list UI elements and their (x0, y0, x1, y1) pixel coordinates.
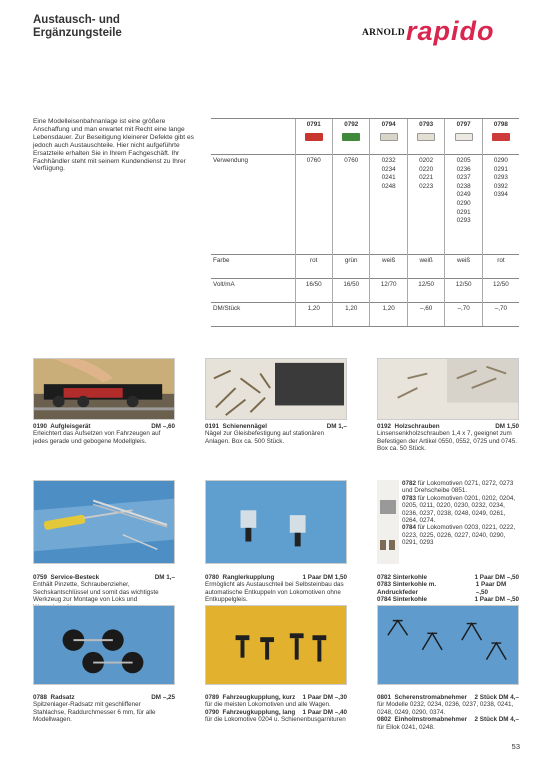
photo-ranglerkupplung (205, 480, 347, 564)
column-0792: 0792 (332, 119, 369, 155)
photo-fahrzeugkupplung (205, 605, 347, 685)
product-0788: 0788 Radsatz DM –,25 Spitzenlager-Radsatz mit geschliffener Stahlachse, Raddurchmesser 6 mm, für alle Modellwagen. (33, 694, 175, 724)
column-0798: 0798 (482, 119, 519, 155)
bulb-icon (380, 133, 398, 141)
photo-aufgleisgeraet (33, 358, 175, 420)
table-corner (211, 119, 295, 155)
product-0190: 0190 Aufgleisgerät DM –,60 Erleichtert das Aufsetzen von Fahrzeugen auf jedes gerade und gebogene Modellgleis. (33, 423, 175, 445)
page-title (33, 14, 122, 40)
photo-service-besteck (33, 480, 175, 564)
title-line-2: Ergänzungsteile (33, 27, 122, 39)
logo-word: rapido (406, 16, 495, 46)
column-0791: 0791 (295, 119, 332, 155)
logo-brand: ARNOLD (362, 28, 405, 38)
product-0789-0790: 0789 Fahrzeugkupplung, kurz 1 Paar DM –,30 für die meisten Lokomotiven und alle Wagen. 0790 Fahrzeugkupplung, lang 1 Paar DM –,40 für die Lokomotive 0204 u. Schienenbusgarnituren (205, 694, 347, 724)
bulb-icon (342, 133, 360, 141)
table-row-price: DM/Stück 1,20 1,20 1,20 –,60 –,70 –,70 (211, 303, 519, 327)
title-line-1: Austausch- und (33, 14, 120, 26)
bulb-icon (455, 133, 473, 141)
column-0794: 0794 (370, 119, 407, 155)
photo-schienennaegel (205, 358, 347, 420)
table-row-farbe: Farbe rot grün weiß weiß weiß rot (211, 255, 519, 279)
bulb-icon (492, 133, 510, 141)
photo-stromabnehmer (377, 605, 519, 685)
photo-sinterkohle (377, 480, 399, 564)
photo-holzschrauben (377, 358, 519, 420)
table-row-verwendung: Verwendung 0760 0760 0232 0234 0241 0248 0202 0220 0221 0223 0205 0236 0237 0238 0249 0290 0291 0293 0290 0291 0293 0392 0394 (211, 155, 519, 255)
page-number: 53 (511, 742, 520, 751)
sinterkohle-prices: 0782 Sinterkohle 1 Paar DM –,50 0783 Sinterkohle m. Andruckfeder 1 Paar DM –,50 0784 Sinterkohle 1 Paar DM –,50 (377, 574, 519, 604)
bulb-icon (417, 133, 435, 141)
column-0793: 0793 (407, 119, 444, 155)
sinterkohle-compat-list: 0782 für Lokomotiven 0271, 0272, 0273 und Drehscheibe 0851. 0783 für Lokomotiven 0201, 0202, 0204, 0205, 0211, 0220, 0230, 0232, 0234, 0236, 0237, 0238, 0248, 0249, 0261, 0264, 0274. 0784 für Lokomotiven 0203, 0221, 0222, 0223, 0225, 0226, 0227, 0240, 0290, 0291, 0293 (402, 480, 516, 547)
arnold-rapido-logo (362, 16, 520, 46)
product-0780: 0780 Ranglerkupplung 1 Paar DM 1,50 Ermöglicht als Austauschteil bei Selbsteinbau das automatische Entkuppeln von Lokomotiven ohne Entkuppelgleis. (205, 574, 347, 604)
table-row-volt: Volt/mA 16/50 16/50 12/70 12/50 12/50 12/50 (211, 279, 519, 303)
product-0191: 0191 Schienennägel DM 1,– Nägel zur Gleisbefestigung auf stationären Anlagen. Box ca. 500 Stück. (205, 423, 347, 445)
intro-text: Eine Modelleisenbahnanlage ist eine größere Anschaffung und man erwartet mit Recht eine lange Lebensdauer. Zur Beseitigung kleinerer Defekte gibt es jedoch auch Austauschteile. Hier nicht aufgeführte Ersatzteile erhalten Sie in Ihrem Fachgeschäft. Ihr Fachhändler steht mit seinem Kundendienst zu Ihrer Verfügung. (33, 118, 194, 173)
product-0759: 0759 Service-Besteck DM 1,– Enthält Pinzette, Schraubenzieher, Sechskantschlüssel und somit das wichtigste Werkzeug zur Montage von Loks und (33, 574, 175, 604)
photo-radsatz (33, 605, 175, 685)
column-0797: 0797 (445, 119, 482, 155)
table-header-row (211, 119, 519, 155)
product-0192: 0192 Holzschrauben DM 1,50 Linsensenkholzschrauben 1,4 x 7, geeignet zum Befestigen der Artikel 0550, 0552, 0725 und 0745. Box ca. 50 Stück. (377, 423, 519, 453)
product-0801-0802: 0801 Scherenstromabnehmer 2 Stück DM 4,– für Modelle 0232, 0234, 0236, 0237, 0238, 0241, 0248, 0249, 0290, 0374. 0802 Einholmstromabnehmer 2 Stück DM 4,– für Ellok 0241, 0248. (377, 694, 519, 731)
bulb-icon (305, 133, 323, 141)
lamp-spec-table (211, 118, 519, 327)
